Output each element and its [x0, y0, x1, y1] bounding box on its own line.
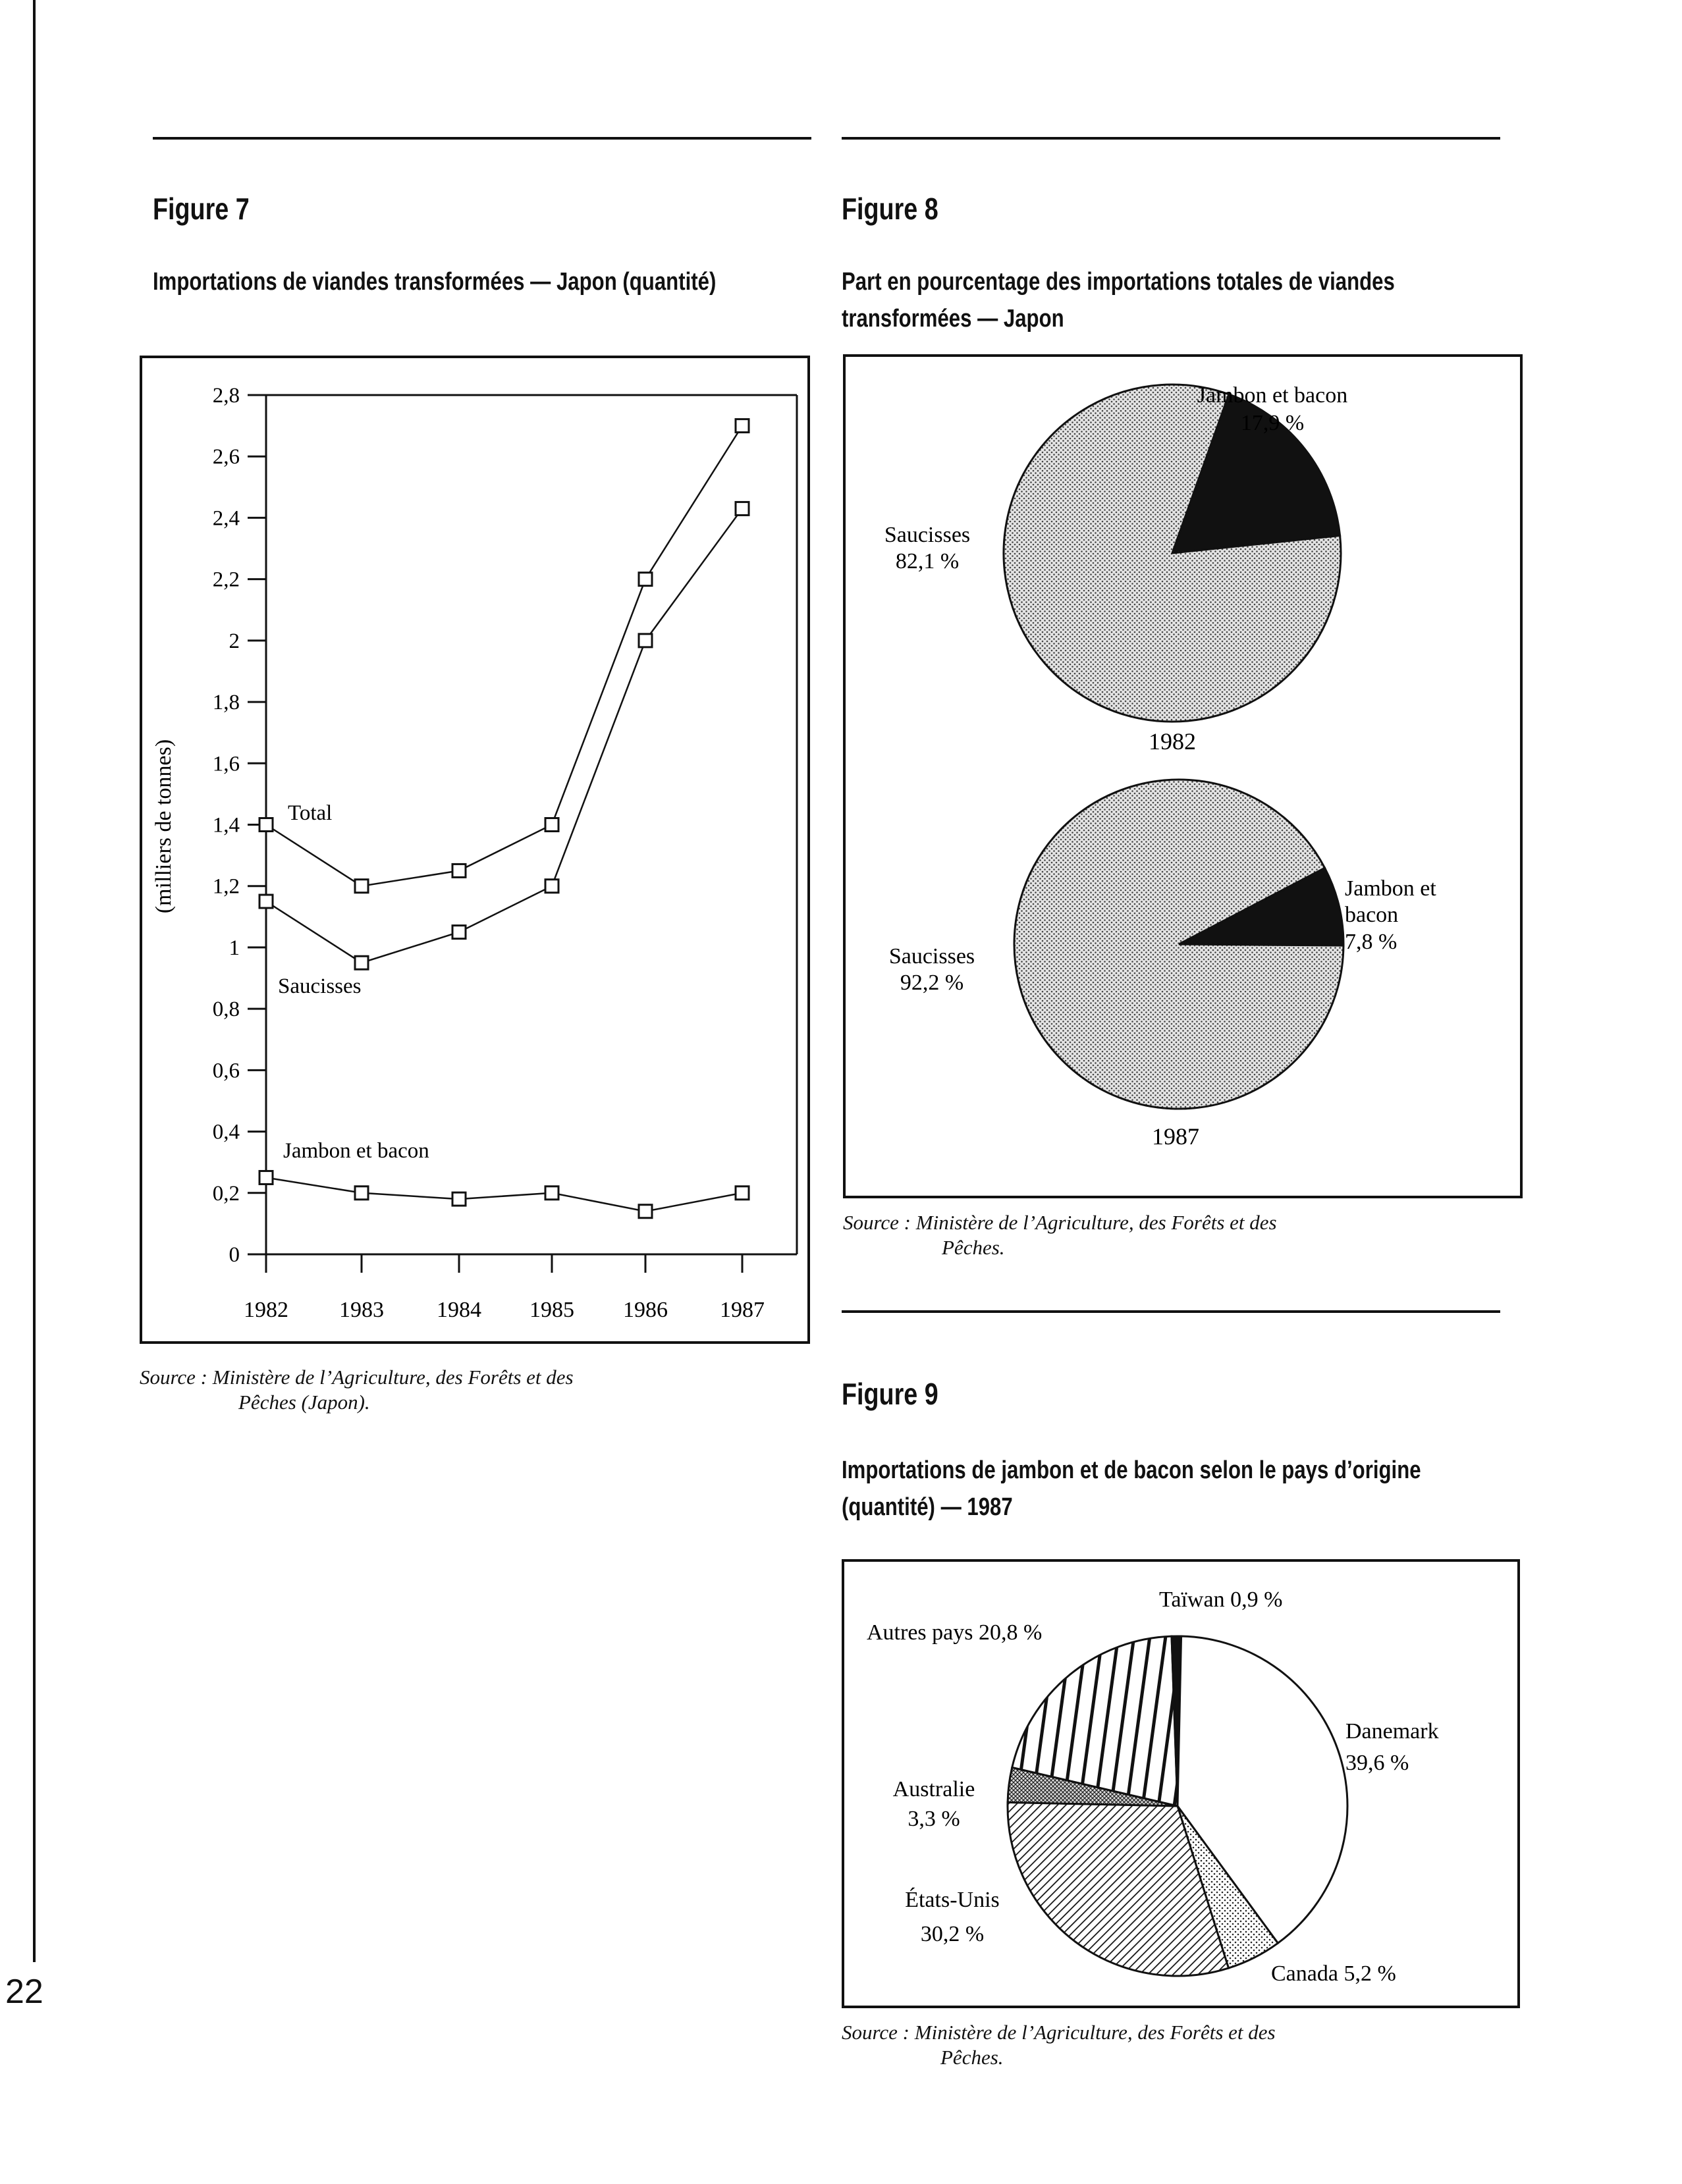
pie1982-label-saucisses: Saucisses [884, 523, 971, 547]
figure8-label: Figure 8 [842, 192, 938, 226]
figure7-x-tick-label: 1984 [437, 1298, 481, 1322]
figure7-series-saucisses-point [736, 502, 749, 515]
figure7-series-total-point [355, 880, 368, 893]
figure7-y-tick-label: 2,4 [212, 506, 240, 531]
figure7-source-line1: Ministère de l’Agriculture, des Forêts et des [212, 1366, 574, 1389]
pie1987-label-saucisses: Saucisses [888, 944, 975, 969]
figure9-source-prefix: Source : [842, 2021, 910, 2044]
pie1982-value-saucisses: 82,1 % [895, 549, 960, 573]
figure8-source [843, 1210, 1534, 1260]
pie9-value-etats-unis: 30,2 % [920, 1922, 985, 1946]
figure7-y-tick-label: 0,4 [212, 1120, 240, 1144]
figure7-series-jambon-point [736, 1186, 749, 1200]
figure8-top-rule [842, 137, 1500, 140]
figure7-y-axis-label: (milliers de tonnes) [151, 739, 176, 914]
pie9-label-etats-unis: États-Unis [905, 1888, 1000, 1912]
figure8-charts [843, 354, 1523, 1200]
figure7-y-tick-label: 1 [229, 936, 240, 960]
figure8-source-line1: Ministère de l’Agriculture, des Forêts et des [915, 1211, 1277, 1234]
figure7-y-tick-label: 2,2 [212, 568, 240, 592]
figure9-title: Importations de jambon et de bacon selon le pays d’origine (quantité) — 1987 [842, 1456, 1421, 1521]
pie9-value-australie: 3,3 % [908, 1807, 960, 1831]
figure7-series-jambon-point [355, 1186, 368, 1200]
figure9-top-rule [842, 1310, 1500, 1313]
figure7-series-total-line [266, 426, 742, 886]
figure7-x-tick-label: 1982 [244, 1298, 288, 1322]
pie9-label-autres: Autres pays 20,8 % [867, 1620, 1043, 1645]
figure7-series-jambon [259, 1171, 749, 1217]
figure7-frame [141, 357, 809, 1343]
figure7-series-jambon-point [639, 1205, 652, 1218]
figure7-series-total-point [639, 573, 652, 586]
figure7-x-tick-label: 1985 [529, 1298, 574, 1322]
figure9-source-line1: Ministère de l’Agriculture, des Forêts et des [914, 2021, 1276, 2044]
figure7-series-saucisses-point [639, 634, 652, 647]
figure7-y-tick-label: 1,8 [212, 691, 240, 715]
figure7-series-total-point [736, 419, 749, 433]
figure7-series-jambon-line [266, 1177, 742, 1211]
figure7-series-label-saucisses: Saucisses [278, 974, 362, 998]
figure7-source-line2: Pêches (Japon). [238, 1391, 370, 1414]
figure7-x-tick-label: 1987 [720, 1298, 765, 1322]
pie9-label-taiwan: Taïwan 0,9 % [1159, 1587, 1283, 1612]
pie9-label-canada: Canada 5,2 % [1271, 1961, 1396, 1986]
figure8-source-line2: Pêches. [942, 1236, 1005, 1259]
figure7-y-tick-label: 2 [229, 629, 240, 653]
figure7-x-tick-label: 1983 [339, 1298, 384, 1322]
figure7-series-total-point [452, 864, 466, 877]
figure7-series-total-point [259, 818, 273, 832]
pie9-value-danemark: 39,6 % [1345, 1751, 1409, 1775]
page-left-rule [33, 0, 36, 1962]
page-number: 22 [5, 1973, 43, 2011]
figure7-source-prefix: Source : [140, 1366, 208, 1389]
pie1987-label2-jambon: bacon [1345, 903, 1399, 927]
figure7-series-saucisses-point [355, 956, 368, 969]
figure7-source [140, 1365, 831, 1415]
figure7-y-tick-label: 0 [229, 1243, 240, 1267]
figure7-top-rule [153, 137, 811, 140]
figure7-series-saucisses-point [452, 926, 466, 939]
pie9-label-australie: Australie [892, 1777, 975, 1801]
figure7-series-saucisses-line [266, 508, 742, 963]
pie1982-title: 1982 [1149, 728, 1196, 755]
figure7-series-jambon-point [452, 1192, 466, 1206]
pie1987-value-jambon: 7,8 % [1345, 930, 1397, 954]
figure8-title: Part en pourcentage des importations totales de viandes transformées — Japon [842, 268, 1395, 333]
pie9-label-danemark: Danemark [1345, 1719, 1439, 1744]
figure7-y-tick-label: 2,8 [212, 384, 240, 408]
figure7-y-tick-label: 2,6 [212, 445, 240, 469]
figure7-series-saucisses-point [259, 895, 273, 908]
figure7-series-label-total: Total [288, 801, 333, 825]
figure7-series-total [259, 419, 749, 893]
figure7-series-saucisses-point [545, 880, 558, 893]
figure7-series-jambon-point [259, 1171, 273, 1184]
figure7-series-jambon-point [545, 1186, 558, 1200]
figure7-y-tick-label: 1,6 [212, 752, 240, 776]
figure9-source [842, 2020, 1533, 2070]
pie1987-title: 1987 [1152, 1123, 1199, 1150]
figure7-series-total-point [545, 818, 558, 832]
figure7-y-tick-label: 0,2 [212, 1181, 240, 1206]
figure9-chart [842, 1559, 1520, 2008]
pie1982-value-jambon: 17,9 % [1240, 411, 1305, 435]
pie1987-value-saucisses: 92,2 % [900, 971, 964, 995]
figure9-label: Figure 9 [842, 1377, 938, 1411]
figure7-label: Figure 7 [153, 192, 250, 226]
pie1987-label-jambon: Jambon et [1345, 876, 1436, 901]
figure9-source-line2: Pêches. [940, 2046, 1004, 2069]
figure7-y-tick-label: 0,8 [212, 998, 240, 1022]
figure7-chart [140, 356, 811, 1346]
figure8-source-prefix: Source : [843, 1211, 911, 1234]
figure7-x-tick-label: 1986 [623, 1298, 668, 1322]
pie1982-label-jambon: Jambon et bacon [1197, 383, 1348, 408]
figure7-title: Importations de viandes transformées — Japon (quantité) [153, 268, 717, 296]
figure7-series-saucisses [259, 502, 749, 969]
figure7-y-tick-label: 0,6 [212, 1059, 240, 1083]
pie1987-slice-1 [1014, 780, 1343, 1109]
figure7-y-tick-label: 1,2 [212, 874, 240, 899]
figure7-series-label-jambon: Jambon et bacon [283, 1139, 429, 1163]
figure7-y-tick-label: 1,4 [212, 813, 240, 838]
